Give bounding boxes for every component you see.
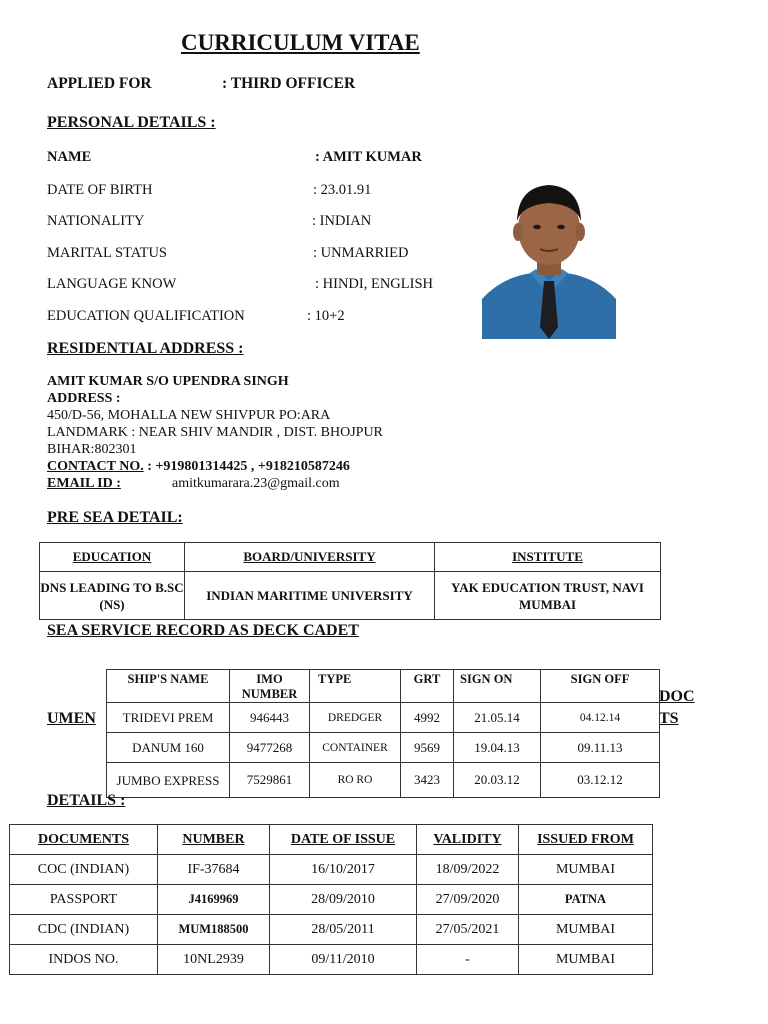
table-cell: DANUM 160 [107,733,230,763]
table-header: IMO NUMBER [230,670,310,703]
sea-service-table [106,669,660,798]
table-header: DOCUMENTS [10,825,158,855]
contact-value: : +919801314425 , +918210587246 [143,459,350,474]
table-header: GRT [401,670,454,703]
table-header: EDUCATION [40,543,185,572]
table-cell: 09.11.13 [541,733,660,763]
sea-service-heading: SEA SERVICE RECORD AS DECK CADET [47,622,359,639]
dob-value: : 23.01.91 [313,182,372,198]
table-row [10,885,653,915]
table-cell: - [417,945,519,975]
applied-for-label: APPLIED FOR [47,75,152,92]
table-cell: PATNA [519,885,653,915]
documents-table [9,824,653,975]
table-row [107,763,660,798]
table-header: SHIP'S NAME [107,670,230,703]
table-cell: IF-37684 [158,855,270,885]
table-cell: INDOS NO. [10,945,158,975]
table-row [107,703,660,733]
table-cell: MUMBAI [519,915,653,945]
table-cell: 18/09/2022 [417,855,519,885]
table-cell: RO RO [310,763,401,798]
table-cell: MUM188500 [158,915,270,945]
table-cell: COC (INDIAN) [10,855,158,885]
table-header: ISSUED FROM [519,825,653,855]
table-cell: 7529861 [230,763,310,798]
table-cell: 21.05.14 [454,703,541,733]
address-line-3: BIHAR:802301 [47,442,137,457]
contact-line [47,458,350,475]
address-line-2: LANDMARK : NEAR SHIV MANDIR , DIST. BHOJPUR [47,425,383,440]
table-cell: CDC (INDIAN) [10,915,158,945]
table-cell: MUMBAI [519,855,653,885]
table-cell: 9569 [401,733,454,763]
table-cell: MUMBAI [519,945,653,975]
language-label: LANGUAGE KNOW [47,276,177,292]
table-header: DATE OF ISSUE [270,825,417,855]
table-row [10,855,653,885]
residential-address-heading: RESIDENTIAL ADDRESS : [47,340,244,357]
table-cell: PASSPORT [10,885,158,915]
document-title: CURRICULUM VITAE [181,30,420,55]
table-header-row [10,825,653,855]
table-cell: 28/05/2011 [270,915,417,945]
table-row [10,945,653,975]
email-label: EMAIL ID : [47,476,121,491]
table-cell: 9477268 [230,733,310,763]
dob-label: DATE OF BIRTH [47,182,153,198]
table-cell: CONTAINER [310,733,401,763]
overlap-text-left: UMEN [47,710,96,727]
marital-status-value: : UNMARRIED [313,245,409,261]
address-line-1: 450/D-56, MOHALLA NEW SHIVPUR PO:ARA [47,408,331,423]
table-cell: YAK EDUCATION TRUST, NAVI MUMBAI [435,572,661,620]
table-header: SIGN ON [454,670,541,703]
address-label: ADDRESS : [47,391,121,406]
pre-sea-table [39,542,661,620]
table-header: VALIDITY [417,825,519,855]
table-cell: DNS LEADING TO B.SC (NS) [40,572,185,620]
table-row [40,572,661,620]
details-heading: DETAILS : [47,792,126,809]
table-cell: DREDGER [310,703,401,733]
table-header: TYPE [310,670,401,703]
table-cell: 28/09/2010 [270,885,417,915]
contact-label: CONTACT NO. [47,459,144,474]
education-label: EDUCATION QUALIFICATION [47,308,245,324]
table-cell: 04.12.14 [541,703,660,733]
table-cell: 19.04.13 [454,733,541,763]
table-row [10,915,653,945]
marital-status-label: MARITAL STATUS [47,245,167,261]
table-cell: 4992 [401,703,454,733]
address-name-line: AMIT KUMAR S/O UPENDRA SINGH [47,374,289,389]
profile-photo [482,177,616,339]
table-cell: J4169969 [158,885,270,915]
table-cell: 946443 [230,703,310,733]
table-cell: 3423 [401,763,454,798]
email-value: amitkumarara.23@gmail.com [172,476,340,491]
name-label: NAME [47,149,92,165]
nationality-value: : INDIAN [312,213,372,229]
table-cell: 27/09/2020 [417,885,519,915]
nationality-label: NATIONALITY [47,213,145,229]
table-cell: TRIDEVI PREM [107,703,230,733]
overlap-text-right-1: DOC [659,688,695,705]
language-value: : HINDI, ENGLISH [315,276,433,292]
table-header: BOARD/UNIVERSITY [185,543,435,572]
table-cell: 10NL2939 [158,945,270,975]
table-header-row [107,670,660,703]
table-cell: INDIAN MARITIME UNIVERSITY [185,572,435,620]
table-cell: 03.12.12 [541,763,660,798]
table-cell: 20.03.12 [454,763,541,798]
table-header: SIGN OFF [541,670,660,703]
table-cell: 09/11/2010 [270,945,417,975]
table-cell: JUMBO EXPRESS [107,763,230,798]
table-cell: 16/10/2017 [270,855,417,885]
applied-for-value: : THIRD OFFICER [222,75,356,92]
table-cell: 27/05/2021 [417,915,519,945]
table-header: INSTITUTE [435,543,661,572]
personal-details-heading: PERSONAL DETAILS : [47,114,216,131]
pre-sea-heading: PRE SEA DETAIL: [47,509,183,526]
table-header-row [40,543,661,572]
education-value: : 10+2 [307,308,345,324]
table-header: NUMBER [158,825,270,855]
table-row [107,733,660,763]
overlap-text-right-2: TS [659,710,679,727]
name-value: : AMIT KUMAR [315,149,422,165]
